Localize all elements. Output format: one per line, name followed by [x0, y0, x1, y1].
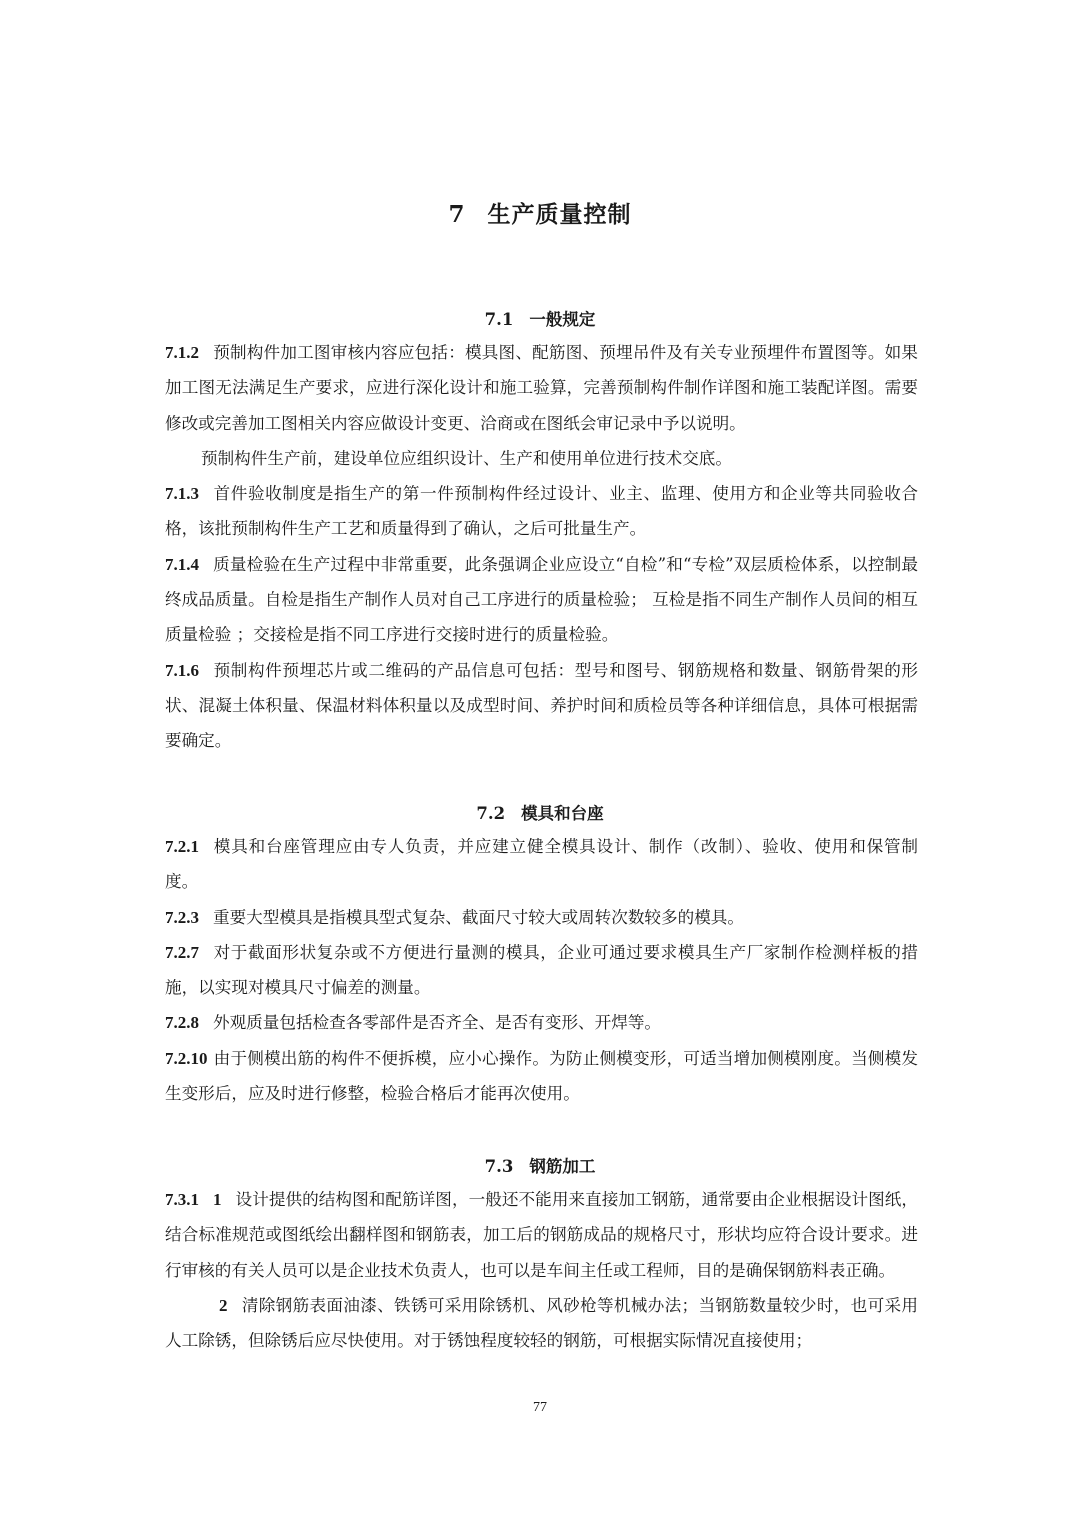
- chapter-number: 7: [448, 201, 466, 228]
- clause-text: 质量检验在生产过程中非常重要，此条强调企业应设立“自检”和“专检”双层质检体系，以控制最终成品质量。自检是指生产制作人员对自己工序进行的质量检验； 互检是指不同生产制作人员间的相互质量检验 ；交接检是指不同工序进行交接时进行的质量检验。: [165, 554, 918, 645]
- clause-number: 7.2.1: [165, 837, 199, 856]
- clause-paragraph: [165, 1288, 918, 1359]
- clause-text: 预制构件预埋芯片或二维码的产品信息可包括：型号和图号、钢筋规格和数量、钢筋骨架的形状、混凝土体积量、保温材料体积量以及成型时间、养护时间和质检员等各种详细信息，具体可根据需要确定。: [165, 660, 918, 751]
- section-title: 模具和台座: [521, 804, 604, 823]
- page-number: 77: [533, 1400, 547, 1415]
- clause-number: 7.2.7: [165, 942, 199, 962]
- section-heading-7-2: [0, 800, 1080, 824]
- section-number: 7.2: [476, 804, 506, 823]
- clause-number: 7.1.4: [165, 554, 199, 574]
- clause-paragraph: [165, 653, 918, 759]
- clause-paragraph: [165, 476, 918, 547]
- clause-text: 模具和台座管理应由专人负责，并应建立健全模具设计、制作（改制）、验收、使用和保管制度。: [165, 837, 918, 892]
- chapter-title: [0, 196, 1080, 229]
- clause-number: 7.1.2: [165, 343, 199, 362]
- clause-paragraph: [165, 1005, 918, 1040]
- clause-text: 首件验收制度是指生产的第一件预制构件经过设计、业主、监理、使用方和企业等共同验收合格，该批预制构件生产工艺和质量得到了确认，之后可批量生产。: [165, 484, 918, 539]
- clause-text: 外观质量包括检查各零部件是否齐全、是否有变形、开焊等。: [213, 1013, 662, 1033]
- clause-number: 7.1.6: [165, 660, 199, 680]
- clause-text: 设计提供的结构图和配筋详图，一般还不能用来直接加工钢筋，通常要由企业根据设计图纸，结合标准规范或图纸绘出翻样图和钢筋表，加工后的钢筋成品的规格尺寸，形状均应符合设计要求。进行审核的有关人员可以是企业技术负责人，也可以是车间主任或工程师，目的是确保钢筋料表正确。: [165, 1190, 918, 1280]
- chapter-title-text: 生产质量控制: [487, 201, 632, 228]
- clause-paragraph: [165, 1041, 918, 1112]
- clause-paragraph: [165, 335, 918, 441]
- section-number: 7.1: [484, 310, 514, 329]
- section-heading-7-3: [0, 1153, 1080, 1177]
- clause-paragraph: [165, 1182, 918, 1288]
- clause-number: 7.2.10: [165, 1048, 208, 1068]
- clause-paragraph: [165, 935, 918, 1006]
- clause-text: 预制构件生产前，建设单位应组织设计、生产和使用单位进行技术交底。: [201, 448, 732, 468]
- section-heading-7-1: [0, 306, 1080, 330]
- clause-number: 7.2.3: [165, 907, 199, 927]
- clause-number: 7.2.8: [165, 1013, 199, 1033]
- clause-paragraph: [165, 441, 918, 476]
- clause-text: 清除钢筋表面油漆、铁锈可采用除锈机、风砂枪等机械办法；当钢筋数量较少时，也可采用人工除锈，但除锈后应尽快使用。对于锈蚀程度较轻的钢筋，可根据实际情况直接使用；: [165, 1295, 918, 1351]
- clause-text: 由于侧模出筋的构件不便拆模，应小心操作。为防止侧模变形，可适当增加侧模刚度。当侧模发生变形后，应及时进行修整，检验合格后才能再次使用。: [165, 1048, 918, 1104]
- clause-text: 预制构件加工图审核内容应包括：模具图、配筋图、预埋吊件及有关专业预埋件布置图等。如果加工图无法满足生产要求，应进行深化设计和施工验算，完善预制构件制作详图和施工装配详图。需要修改或完善加工图相关内容应做设计变更、洽商或在图纸会审记录中予以说明。: [165, 343, 918, 433]
- section-body-7-2: [165, 829, 918, 1111]
- item-number: 1: [213, 1190, 222, 1209]
- section-title: 钢筋加工: [529, 1157, 596, 1176]
- clause-paragraph: [165, 829, 918, 900]
- clause-number: 7.1.3: [165, 484, 199, 504]
- clause-number: 7.3.1: [165, 1190, 199, 1209]
- section-number: 7.3: [484, 1157, 514, 1176]
- clause-paragraph: [165, 547, 918, 653]
- item-number: 2: [219, 1295, 228, 1315]
- section-title: 一般规定: [529, 310, 596, 329]
- clause-text: 对于截面形状复杂或不方便进行量测的模具，企业可通过要求模具生产厂家制作检测样板的措施，以实现对模具尺寸偏差的测量。: [165, 942, 918, 998]
- clause-paragraph: [165, 900, 918, 935]
- clause-text: 重要大型模具是指模具型式复杂、截面尺寸较大或周转次数较多的模具。: [213, 907, 744, 927]
- section-body-7-3: [165, 1182, 918, 1358]
- section-body-7-1: [165, 335, 918, 759]
